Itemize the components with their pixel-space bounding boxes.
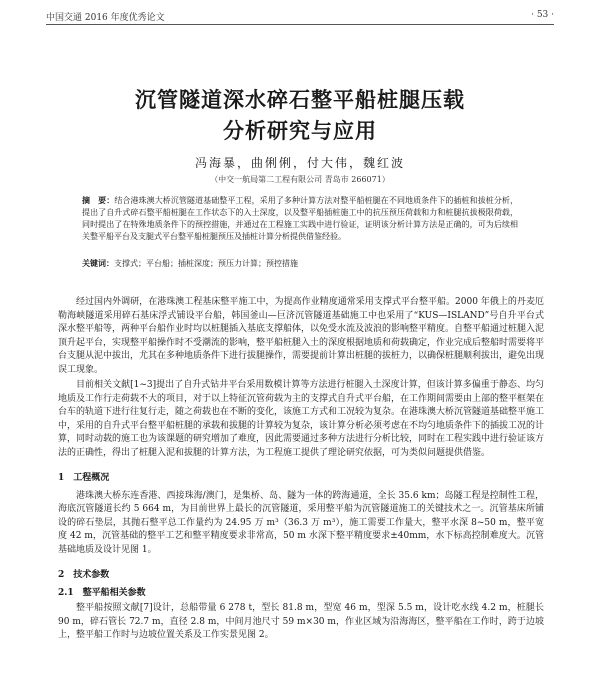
title-line-1: 沉管隧道深水碎石整平船桩腿压载 <box>135 87 465 112</box>
abstract-label: 摘 要： <box>82 195 115 205</box>
running-header <box>46 10 554 25</box>
title-line-2: 分析研究与应用 <box>223 118 377 143</box>
section-2-1-heading: 2.1 整平船相关参数 <box>58 587 146 598</box>
affiliation: （中交一航局第二工程有限公司 青岛市 266071） <box>210 175 390 184</box>
intro-paragraph-2: 目前相关文献[1~3]提出了自升式钻井平台采用数模计算等方法进行桩腿入土深度计算，但该计算多偏重于静态、均匀地质及工作行走荷载不大的项目，对于以上特征沉管荷载为主的支撑式自升式平台船，在工作期间需要由上部的整平框架在台车的轨道下进行往复行走，随之荷载也在不断的变化，该施工方式和工况较为复杂。在港珠澳大桥沉管隧道基础整平施工中，采用的自升式平台整平船桩腿的承载和拔腿的计算较为复杂，该计算分析必须考虑在不均匀地质条件下的插拔工况的计算，同时动载的施工也为该课题的研究增加了难度，因此需要通过多种方法进行分析比较，同时在工程实践中进行验证该方法的正确性，得出了桩腿入泥和拔腿的计算方法，为工程施工提供了理论研究依据，可为类似问题提供借鉴。 <box>58 380 545 458</box>
page-number: · 53 · <box>531 10 554 20</box>
journal-name: 中国交通 2016 年度优秀论文 <box>46 13 165 23</box>
author-list: 冯海暴，曲俐俐，付大伟，魏红波 <box>194 156 405 170</box>
intro-paragraph-1: 经过国内外调研，在港珠澳工程基床整平施工中，为提高作业精度通常采用支撑式平台整平船。2000 年俄上的丹麦厄勒海峡隧道采用碎石基床浮式铺设平台船，韩国釜山—巨济沉管隧道基础施工中也采用了“KUS—ISLAND”号自升平台式深水整平船等，两种平台船作业时均以桩腿插入基底支撑船体，以免受水流及波浪的影响整平精度。自整平船通过桩腿入泥顶升起平台，实现整平船操作时不受潮流的影响，整平船桩腿入土的深度根据地质和荷载确定，作业完成后整船时需要将平台支腿从泥中拔出，尤其在多种地质条件下进行拔腿操作，需要提前计算出桩腿的拔桩力，以确保桩腿顺利拔出，避免出现误工现象。 <box>58 297 545 375</box>
section-2-heading: 2 技术参数 <box>58 570 110 580</box>
abstract <box>82 194 518 243</box>
section-1-paragraph: 港珠澳大桥东连香港、西接珠海/澳门，是集桥、岛、隧为一体的跨海通道，全长 35.6 km；岛隧工程是控制性工程，海底沉管隧道长约 5 664 m，为目前世界上最长的沉管隧道，采用整平船为沉管隧道施工的关键技术之一。沉管基床所铺设的碎石垫层，其抛石整平总工作量约为 24.95 万 m³（36.3 万 m³），施工需要工作量大，整平水深 8~50 m，整平宽度 42 m，沉管基础的整平工艺和整平精度要求非常高，50 m 水深下整平精度要求±40mm，水下标高控制难度大。沉管基础地质及设计见图 1。 <box>58 490 544 555</box>
keywords <box>82 258 518 269</box>
section-2-1-paragraph: 整平船按照文献[7]设计，总船带量 6 278 t，型长 81.8 m，型宽 46 m，型深 5.5 m，设计吃水线 4.2 m，桩腿长 90 m，碎石管长 72.7 m，直径 2.8 m，中间月池尺寸 59 m×30 m，作业区域为沿海海区，整平船在工作时，跨于边坡上，整平船工作时与边坡位置关系及工作实景见图 2。 <box>58 603 544 640</box>
keywords-label: 关键词： <box>82 258 114 268</box>
keywords-text: 支撑式；平台船；插桩深度；预压力计算；预控措施 <box>114 259 298 268</box>
body-text <box>58 296 544 645</box>
abstract-text: 结合港珠澳大桥沉管隧道基础整平工程，采用了多种计算方法对整平船桩腿在不同地质条件下的插桩和拔桩分析，提出了自升式碎石整平船桩腿在工作状态下的入土深度，以及整平船插桩施工中的抗压预压荷载和力和桩腿抗拔极限荷载，同时提出了在特殊地质条件下的预控措施，并通过在工程施工实践中进行验证，证明该分析计算方法是正确的，可为后续相关整平船平台及支腿式平台整平船桩腿预压及插桩计算分析提供借鉴经验。 <box>82 196 519 241</box>
paper-title <box>0 84 600 146</box>
section-1-heading: 1 工程概况 <box>58 473 110 483</box>
